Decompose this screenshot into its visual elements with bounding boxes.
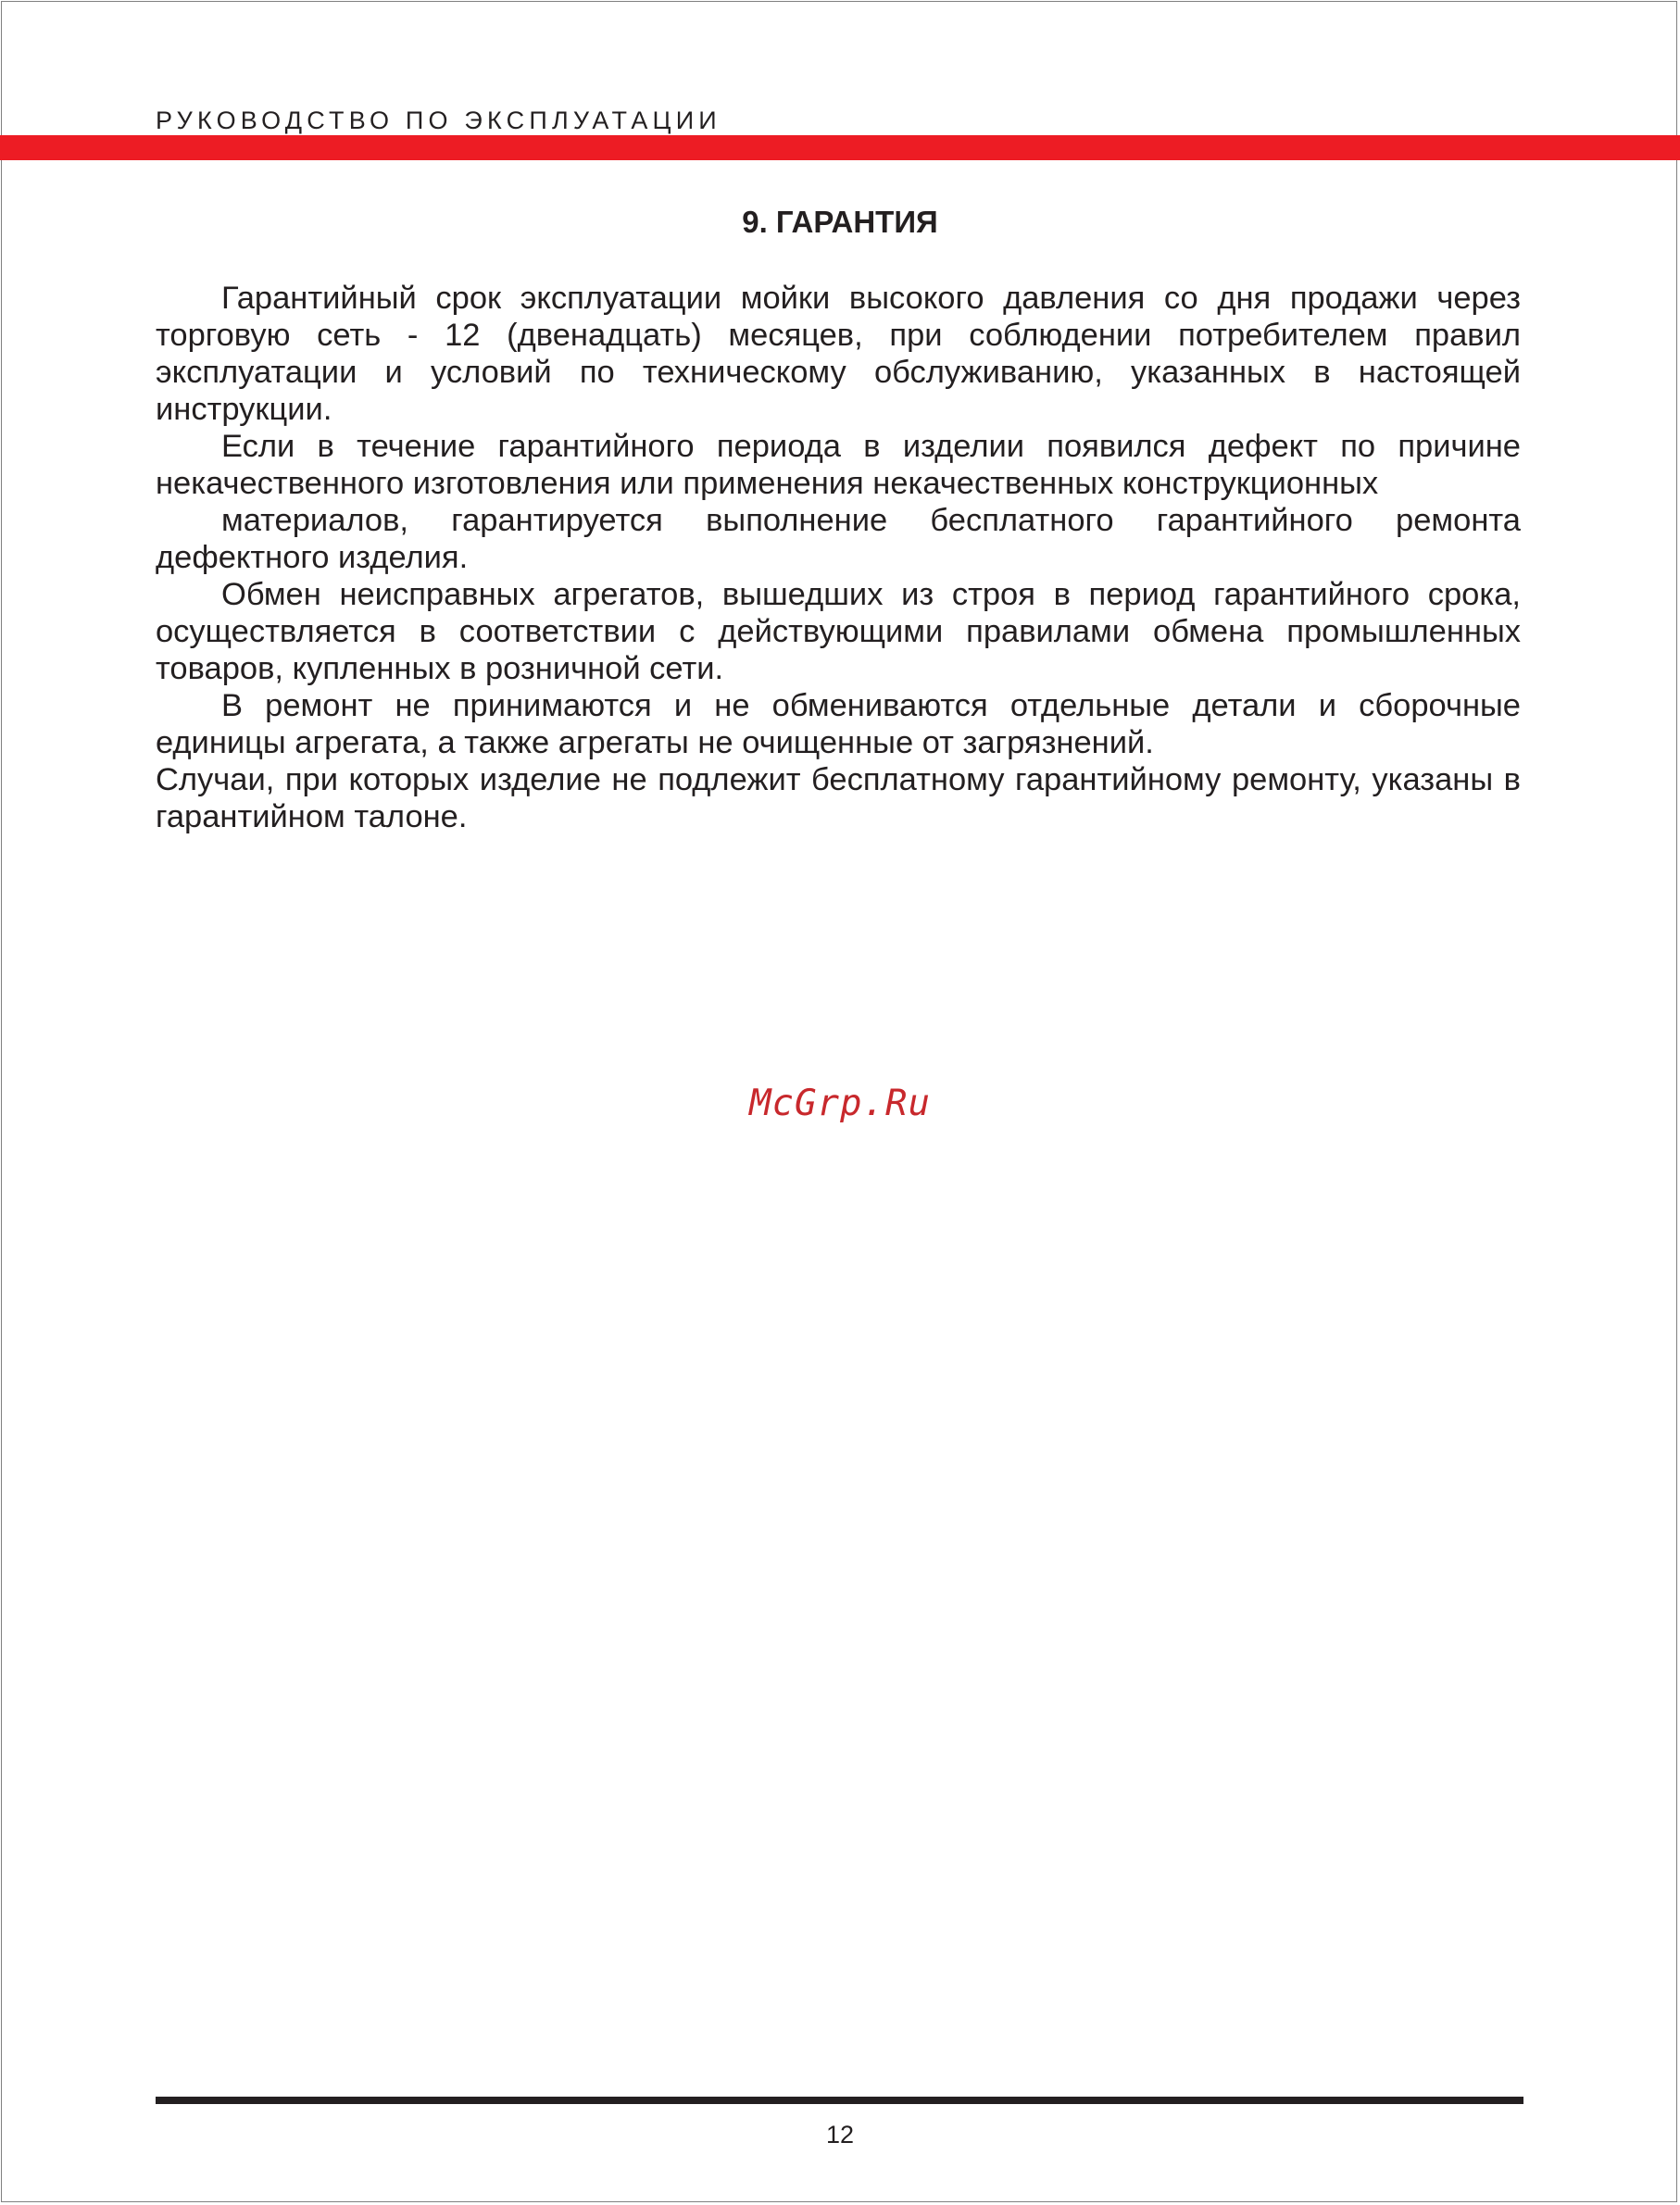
footer-rule	[156, 2097, 1523, 2104]
warranty-paragraph-exclusions: В ремонт не принимаются и не обмениваются отдельные детали и сборочные единицы агрегата, а также агрегаты не очищенные от загрязнений.	[156, 688, 1521, 760]
section-title: 9. ГАРАНТИЯ	[742, 205, 938, 239]
warranty-paragraph-coupon: Случаи, при которых изделие не подлежит бесплатному гарантийному ремонту, указаны в гарантийном талоне.	[156, 762, 1521, 834]
warranty-paragraph-term: Гарантийный срок эксплуатации мойки высокого давления со дня продажи через торговую сеть - 12 (двенадцать) месяцев, при соблюдении потребителем правил эксплуатации и условий по техническому обслуживанию, указанных в настоящей инструкции.	[156, 281, 1521, 427]
warranty-paragraph-exchange: Обмен неисправных агрегатов, вышедших из строя в период гарантийного срока, осуществляется в соответствии с действующими правилами обмена промышленных товаров, купленных в розничной сети.	[156, 577, 1521, 686]
page-number: 12	[825, 2121, 855, 2149]
header-accent-band	[0, 135, 1680, 160]
warranty-body-text	[156, 280, 1521, 835]
warranty-paragraph-defect: Если в течение гарантийного периода в изделии появился дефект по причине некачественного изготовления или применения некачественных конструкционных	[156, 429, 1521, 501]
running-header: РУКОВОДСТВО ПО ЭКСПЛУАТАЦИИ	[156, 106, 721, 134]
warranty-paragraph-repair: материалов, гарантируется выполнение бесплатного гарантийного ремонта дефектного изделия.	[156, 503, 1521, 575]
watermark-text: McGrp.Ru	[749, 1083, 931, 1124]
